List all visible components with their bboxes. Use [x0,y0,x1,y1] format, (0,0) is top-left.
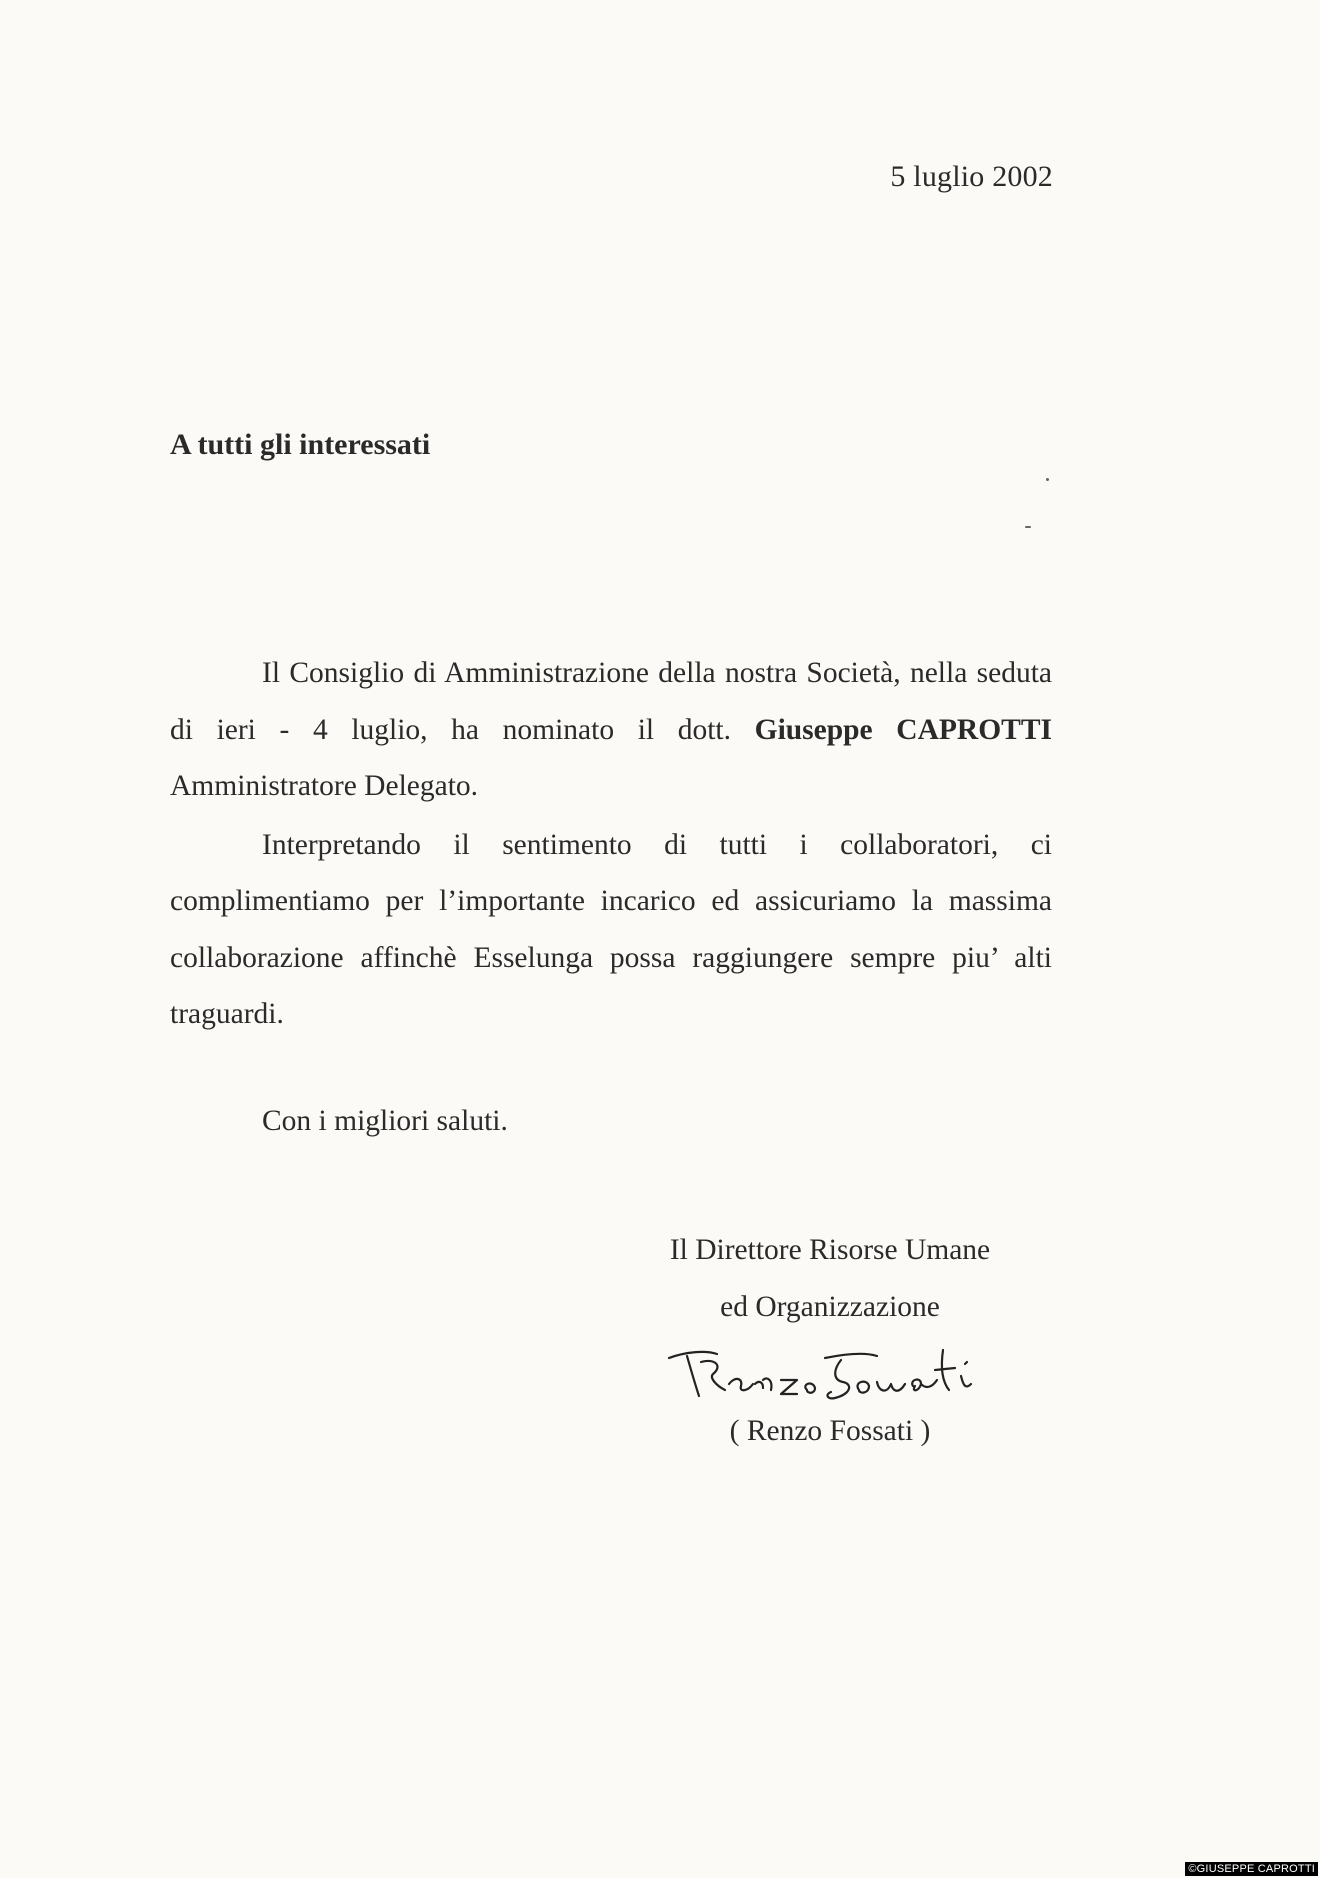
paper-speck [1046,478,1049,481]
signatory-name: ( Renzo Fossati ) [729,1415,931,1447]
paper-speck [1025,526,1031,528]
paragraph-appointment-role: Amministratore Delegato. [170,770,479,802]
letter-body [170,645,1052,1043]
paragraph-congratulations: Interpretando il sentimento di tutti i collaboratori, ci complimentiamo per l’importante incarico ed assicuriamo la massima collaborazione affinchè Esselunga possa raggiungere sempre piu’ alti traguardi. [170,828,1052,1030]
signatory-title-line1: Il Direttore Risorse Umane [669,1234,991,1266]
paragraph-appointment [170,645,1052,815]
letter-date: 5 luglio 2002 [890,160,1053,193]
signatory-title-line2: ed Organizzazione [720,1291,940,1323]
copyright-watermark: ©GIUSEPPE CAPROTTI [1185,1862,1318,1876]
appointee-name: Giuseppe CAPROTTI [754,713,1052,746]
paragraph-appointment-intro: Il Consiglio di Amministrazione della nostra Società, nella seduta di ieri - 4 luglio, ha nominato il dott. [170,657,1052,746]
closing-line: Con i migliori saluti. [262,1105,508,1137]
handwritten-signature [665,1340,1005,1420]
signatory-title [620,1222,1040,1336]
salutation: A tutti gli interessati [170,428,431,461]
